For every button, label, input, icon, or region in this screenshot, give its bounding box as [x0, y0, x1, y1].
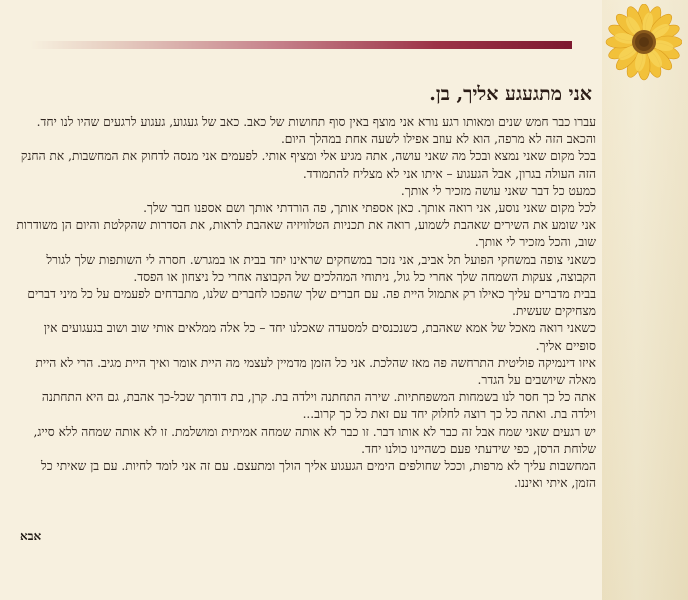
paragraph: המחשבות עליך לא מרפות, וככל שחולפים הימים הגעגוע אליך הולך ומתעצם. עם זה אני לומד לחיות. עם בן שאיתי כל הזמן, איתי ואיננו.: [41, 459, 596, 491]
paragraph: כשאני רואה מאכל של אמא שאהבת, כשנכנסים למסעדה שאכלנו יחד – כל אלה ממלאים אותי שוב ושוב בגעגועים אין סופיים אליך.: [43, 321, 596, 353]
letter-content: [16, 82, 600, 552]
paragraph: איזו דינמיקה פוליטית התרחשה פה מאז שהלכת. אני כל הזמן מדמיין לעצמי מה היית אומר ואיך היית מגיב. הרי לא היית מאלה שיושבים על הגדר.: [35, 355, 596, 388]
letter-title: אני מתגעגע אליך, בן.: [429, 83, 592, 105]
paragraph: אני שומע את השירים שאהבת לשמוע, רואה את תכניות הטלוויזיה שאהבת לראות, את הסדרות שהקלטת והיום הן משודרות שוב, והכל מזכיר לי אותך.: [16, 218, 596, 250]
letter-body: [16, 114, 600, 492]
header-accent-bar: [30, 41, 572, 49]
paragraph: כמעט כל דבר שאני עושה מזכיר לי אותך.: [400, 183, 596, 198]
paragraph: כשאני צופה במשחקי הפועל תל אביב, אני נזכר במשחקים שראינו יחד בבית או במגרש. חסרה לי השותפות שלך לגורל הקבוצה, צעקות השמחה שלך אחרי כל גול, ניתוחי המהלכים של הקבוצה אחרי כל ניצחון או הפסד.: [46, 252, 596, 284]
signature: אבא: [20, 529, 42, 543]
paragraph: בבית מדברים עליך כאילו רק אתמול היית פה. עם חברים שלך שהפכו לחברים שלנו, מתבדחים לפעמים על כל מיני דברים מצחיקים שעשית.: [27, 287, 596, 319]
paragraph: עברו כבר חמש שנים ומאותו רגע נורא אני מוצף באין סוף תחושות של כאב. כאב של געגוע, געגוע לרגעים שהיו לנו יחד. והכאב הזה לא מרפה, הוא לא עוזב אפילו לשעה אחת במהלך היום.: [36, 115, 596, 147]
paragraph: אתה כל כך חסר לנו בשמחות המשפחתיות. שירה התחתנה וילדה בת. קרן, בת דודתך שכל-כך אהבת, גם היא התחתנה וילדה בת. ואתה כל כך רוצה לחלוק יחד עם זאת כל כך קרוב...: [41, 390, 596, 422]
side-strip: [602, 0, 688, 600]
sunflower-icon: [600, 4, 682, 84]
paragraph: בכל מקום שאני נמצא ובכל מה שאני עושה, אתה מגיע אלי ומציף אותי. לפעמים אני מנסה לדחוק את המחשבות, את החנק הזה העולה בגרון, אבל הגעגוע – איתו אני לא מצליח להתמודד.: [20, 149, 596, 181]
paragraph: לכל מקום שאני נוסע, אני רואה אותך. כאן אספתי אותך, פה הורדתי אותך ושם אספנו חבר שלך.: [143, 201, 596, 216]
paragraph: יש רגעים שאני שמח אבל זה כבר לא אותו דבר. זו כבר לא אותה שמחה אמיתית ומושלמת. זו לא אותה שמחה ללא סייג, שלוחת הרסן, כפי שידעתי פעם כשהיינו כולנו יחד.: [33, 424, 596, 456]
